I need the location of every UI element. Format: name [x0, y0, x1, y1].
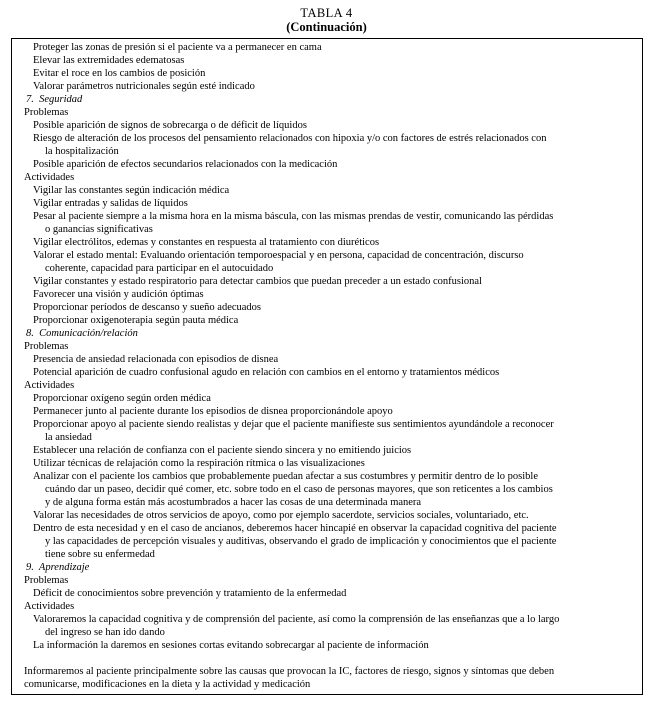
table-line: La información la daremos en sesiones cortas evitando sobrecargar al paciente de información [33, 640, 429, 651]
table-line: Déficit de conocimientos sobre prevención y tratamiento de la enfermedad [33, 588, 347, 599]
table-line: Informaremos al paciente principalmente sobre las causas que provocan la IC, factores de riesgo, signos y síntomas que deben [24, 666, 555, 677]
table-line: Potencial aparición de cuadro confusional agudo en relación con cambios en el entorno y tratamientos médicos [33, 367, 500, 378]
table-body [11, 38, 643, 695]
table-line: o ganancias significativas [45, 224, 153, 235]
table-line: comunicarse, modificaciones en la dieta y la actividad y medicación [24, 679, 311, 690]
table-line: del ingreso se han ido dando [45, 627, 165, 638]
table-line: Actividades [24, 172, 75, 183]
table-line: la ansiedad [45, 432, 92, 443]
table-line: Posible aparición de efectos secundarios relacionados con la medicación [33, 159, 338, 170]
table-line: tiene sobre su enfermedad [45, 549, 155, 560]
table-line: Problemas [24, 341, 69, 352]
table-line: Establecer una relación de confianza con el paciente siendo sincera y no emitiendo juicios [33, 445, 412, 456]
table-line: Valorar las necesidades de otros servicios de apoyo, como por ejemplo sacerdote, servicios sociales, voluntariado, etc. [33, 510, 529, 521]
table-subtitle: (Continuación) [286, 20, 367, 34]
table-line: Elevar las extremidades edematosas [33, 55, 185, 66]
table-line: la hospitalización [45, 146, 119, 157]
table-line: 8. Comunicación/relación [26, 328, 138, 339]
table-line: Proporcionar oxígeno según orden médica [33, 393, 211, 404]
table-line: 9. Aprendizaje [26, 562, 90, 573]
table-title: TABLA 4 [300, 6, 353, 20]
table-line: Posible aparición de signos de sobrecarga o de déficit de líquidos [33, 120, 307, 131]
table-line: Proporcionar oxigenoterapia según pauta médica [33, 315, 239, 326]
table-line: cuándo dar un paseo, decidir qué comer, etc. sobre todo en el caso de personas mayores, que son reticentes a los cambios [45, 484, 553, 495]
table-line: Valoraremos la capacidad cognitiva y de comprensión del paciente, así como la comprensión de las enseñanzas que a lo largo [33, 614, 560, 625]
table-line: Valorar parámetros nutricionales según esté indicado [33, 81, 255, 92]
table-line: Utilizar técnicas de relajación como la respiración rítmica o las visualizaciones [33, 458, 365, 469]
table-line: Actividades [24, 601, 75, 612]
table-line: Problemas [24, 575, 69, 586]
table-line: Presencia de ansiedad relacionada con episodios de disnea [33, 354, 279, 365]
table-line: Proporcionar apoyo al paciente siendo realistas y dejar que el paciente manifieste sus sentimientos ayundándole a reconocer [33, 419, 554, 430]
table-line: Proporcionar períodos de descanso y sueño adecuados [33, 302, 262, 313]
table-line: Vigilar electrólitos, edemas y constantes en respuesta al tratamiento con diuréticos [33, 237, 380, 248]
table-line [18, 652, 636, 665]
table-line: Valorar el estado mental: Evaluando orientación temporoespacial y en persona, capacidad de concentración, discurso [33, 250, 524, 261]
table-line: Analizar con el paciente los cambios que probablemente puedan afectar a sus costumbres y permitir dentro de lo posible [33, 471, 538, 482]
table-line: y de alguna forma están más acostumbrados a hacer las cosas de una determinada manera [45, 497, 422, 508]
table-line: Riesgo de alteración de los procesos del pensamiento relacionados con hipoxia y/o con factores de estrés relacionados con [33, 133, 547, 144]
table-line: Problemas [24, 107, 69, 118]
table-line: 7. Seguridad [26, 94, 83, 105]
table-line: Actividades [24, 380, 75, 391]
table-line: Pesar al paciente siempre a la misma hora en la misma báscula, con las mismas prendas de vestir, comunicando las pérdidas [33, 211, 554, 222]
table-line: y las capacidades de percepción visuales y auditivas, observando el grado de implicación y conocimientos que el paciente [45, 536, 557, 547]
table-line: Favorecer una visión y audición óptimas [33, 289, 204, 300]
table-line: Proteger las zonas de presión si el paciente va a permanecer en cama [33, 42, 322, 53]
table-line: Permanecer junto al paciente durante los episodios de disnea proporcionándole apoyo [33, 406, 393, 417]
table-line: Vigilar las constantes según indicación médica [33, 185, 230, 196]
title-block [0, 0, 653, 34]
table-line: Vigilar constantes y estado respiratorio para detectar cambios que puedan preceder a un estado confusional [33, 276, 482, 287]
table-line: Dentro de esta necesidad y en el caso de ancianos, deberemos hacer hincapié en observar la capacidad cognitiva del paciente [33, 523, 557, 534]
table-line: Vigilar entradas y salidas de líquidos [33, 198, 188, 209]
table-line: coherente, capacidad para participar en el autocuidado [45, 263, 274, 274]
table-line: Evitar el roce en los cambios de posición [33, 68, 206, 79]
